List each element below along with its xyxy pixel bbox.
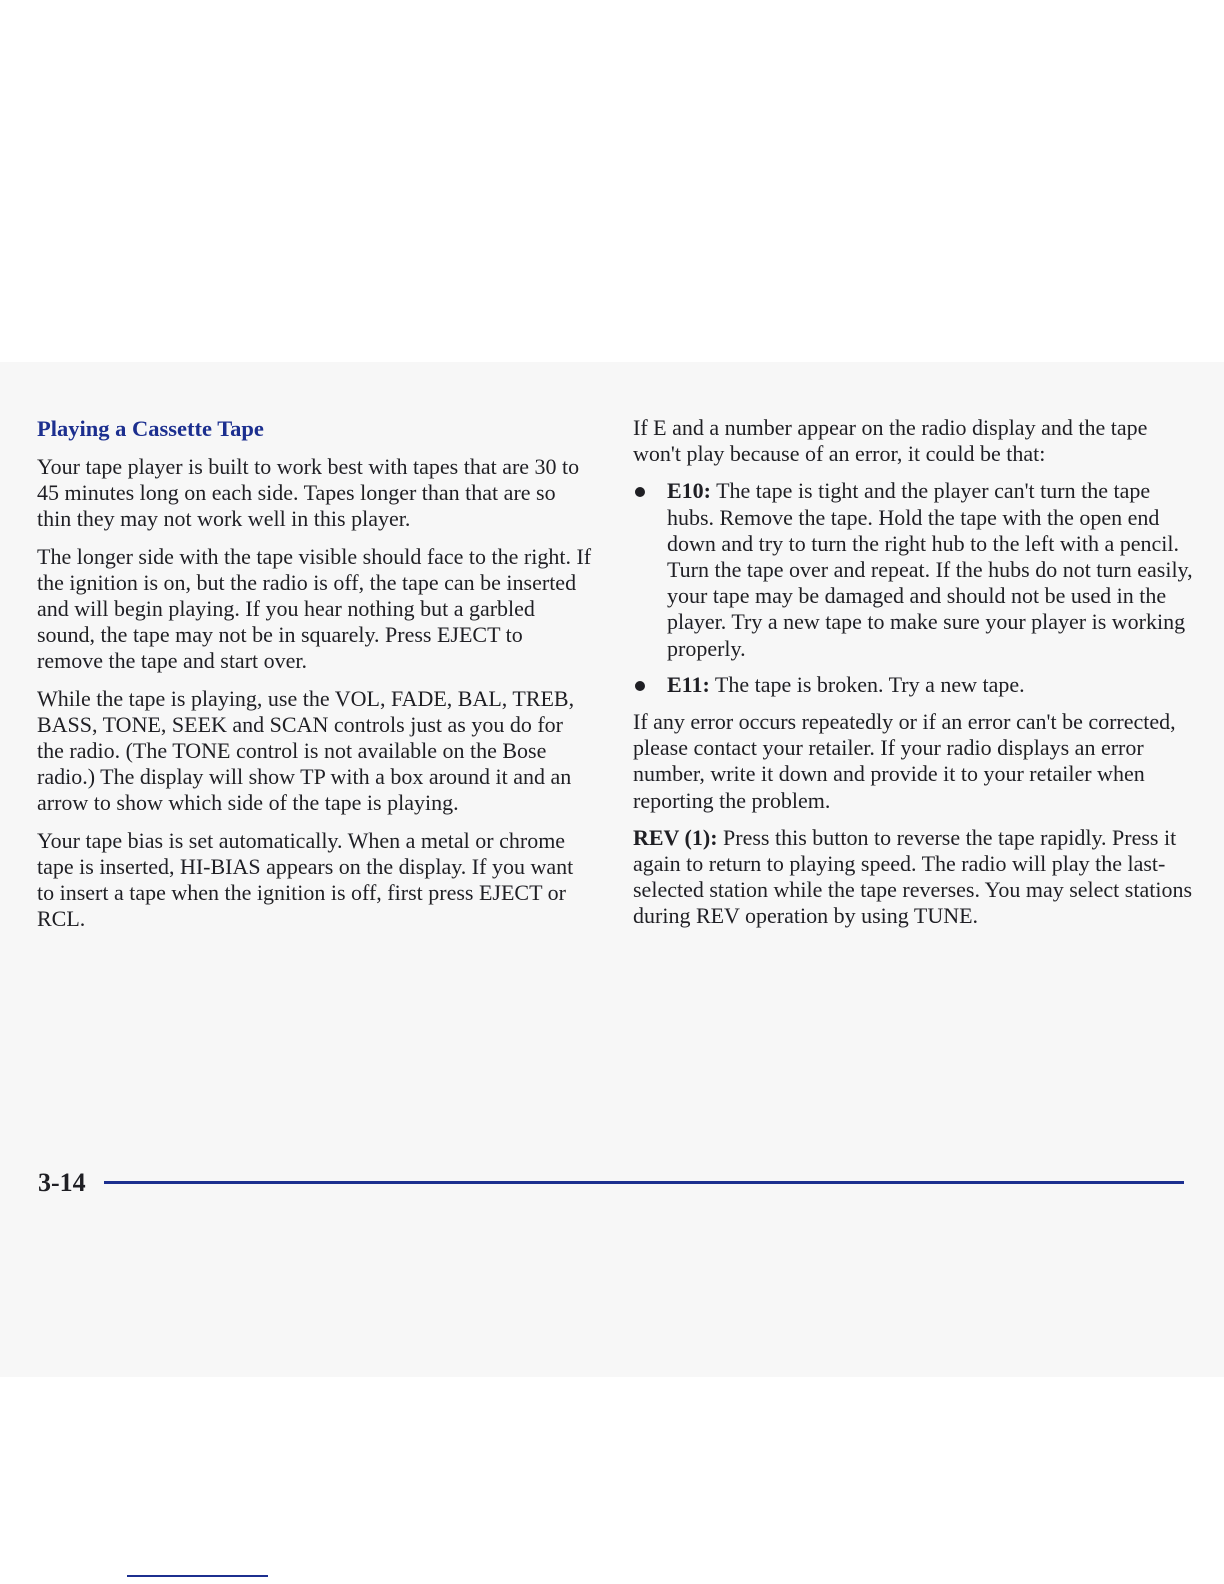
list-item: [633, 478, 1193, 661]
bottom-rule-fragment: [127, 1575, 268, 1577]
error-description: The tape is tight and the player can't turn the tape hubs. Remove the tape. Hold the tape with the open end down and try to turn the right hub to the left with a pencil. Turn the tape over and repeat. If the hubs do not turn easily, your tape may be damaged and should not be used in the player. Try a new tape to make sure your player is working properly.: [667, 478, 1193, 661]
right-column: [633, 415, 1193, 941]
bullet-icon: [635, 487, 645, 497]
error-code: E11:: [667, 671, 710, 697]
paragraph-tape-bias: Your tape bias is set automatically. When a metal or chrome tape is inserted, HI-BIAS appears on the display. If you want to insert a tape when the ignition is off, first press EJECT or RCL.: [37, 827, 574, 932]
bullet-icon: [635, 681, 645, 691]
paragraph-rev: [633, 825, 1193, 930]
section-heading: Playing a Cassette Tape: [37, 416, 264, 441]
page-number: 3-14: [38, 1168, 86, 1197]
paragraph-error-note: If any error occurs repeatedly or if an error can't be corrected, please contact your retailer. If your radio displays an error number, write it down and provide it to your retailer when reporting the problem.: [633, 709, 1176, 813]
left-column: [37, 415, 592, 943]
paragraph-insert-tape: The longer side with the tape visible should face to the right. If the ignition is on, but the radio is off, the tape can be inserted and will begin playing. If you hear nothing but a garbled sound, the tape may not be in squarely. Press EJECT to remove the tape and start over.: [37, 543, 592, 674]
rev-description: Press this button to reverse the tape rapidly. Press it again to return to playing speed. The radio will play the last-selected station while the tape reverses. You may select stations during REV operation by using TUNE.: [633, 824, 1193, 929]
list-item: [633, 672, 1193, 698]
error-code: E10:: [667, 478, 711, 504]
paragraph-controls: While the tape is playing, use the VOL, FADE, BAL, TREB, BASS, TONE, SEEK and SCAN controls just as you do for the radio. (The TONE control is not available on the Bose radio.) The display will show TP with a box around it and an arrow to show which side of the tape is playing.: [37, 685, 575, 816]
rev-term: REV (1):: [633, 824, 718, 850]
error-list: [633, 478, 1193, 698]
error-description: The tape is broken. Try a new tape.: [709, 671, 1025, 697]
paragraph-tape-length: Your tape player is built to work best with tapes that are 30 to 45 minutes long on each side. Tapes longer than that are so thin they may not work well in this player.: [37, 454, 580, 532]
footer-rule: [104, 1181, 1184, 1184]
paragraph-error-intro: If E and a number appear on the radio display and the tape won't play because of an error, it could be that:: [633, 415, 1148, 467]
